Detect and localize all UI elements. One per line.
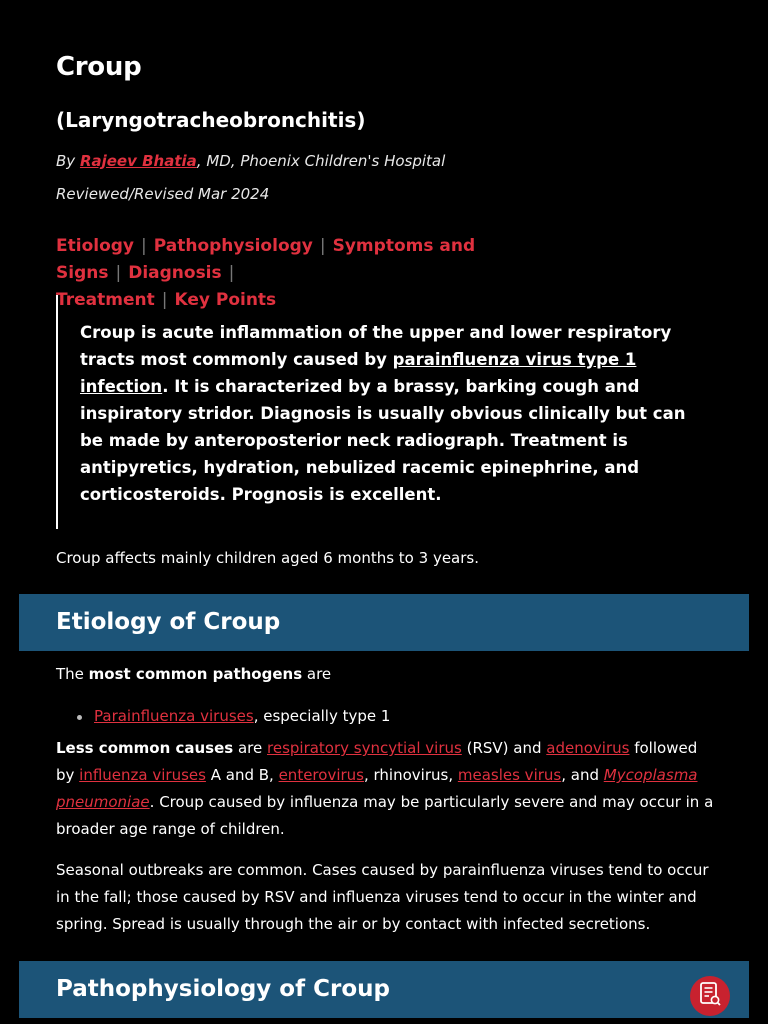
seasonal-paragraph: Seasonal outbreaks are common. Cases caused by parainfluenza viruses tend to occur in the fall; those caused by RSV and influenza viruses tend to occur in the winter and spring. Spread is usually through the air or by contact with infected secretions. (56, 861, 709, 933)
page-subtitle: (Laryngotracheobronchitis) (56, 108, 366, 132)
bullet-icon (77, 715, 82, 720)
link-measles-virus[interactable]: measles virus (457, 766, 562, 784)
link-influenza-viruses[interactable]: influenza viruses (79, 766, 206, 784)
text-span: , and (561, 766, 604, 784)
summary-blockquote (56, 295, 696, 529)
toc-link-diagnosis[interactable]: Diagnosis (128, 263, 222, 283)
bold-text: most common pathogens (88, 665, 303, 683)
link-enterovirus[interactable]: enterovirus (278, 766, 364, 784)
reviewed-date: Reviewed/Revised Mar 2024 (56, 185, 270, 203)
toc-separator: | (115, 263, 122, 283)
text-span: , rhinovirus, (363, 766, 458, 784)
text-span: . Croup caused by influenza may be particularly severe and may occur in a broader age range of children. (56, 793, 714, 838)
document-search-icon (698, 981, 722, 1011)
page-title: Croup (56, 52, 142, 82)
toc-separator: | (228, 263, 235, 283)
toc-link-etiology[interactable]: Etiology (56, 236, 135, 256)
toc-link-treatment[interactable]: Treatment (56, 290, 155, 310)
floating-action-button[interactable] (690, 976, 730, 1016)
text-span: , especially type 1 (253, 707, 391, 725)
byline (56, 152, 445, 170)
summary-text-1: Croup is acute inflammation of the upper and lower respiratory tracts most commonly caused by (80, 323, 672, 369)
toc-link-pathophysiology[interactable]: Pathophysiology (153, 236, 313, 256)
link-mycoplasma-pneumoniae[interactable]: Mycoplasma pneumoniae (56, 766, 698, 811)
text-span: The (56, 665, 89, 683)
author-link[interactable]: Rajeev Bhatia (79, 152, 197, 170)
toc-link-symptoms-and-signs[interactable]: Symptoms and Signs (56, 236, 476, 283)
link-rsv[interactable]: respiratory syncytial virus (267, 739, 462, 757)
author-affiliation: , MD, Phoenix Children's Hospital (196, 152, 446, 170)
toc-separator: | (161, 290, 168, 310)
list-item (94, 703, 390, 730)
summary-text-2: . It is characterized by a brassy, barking cough and inspiratory stridor. Diagnosis is usually obvious clinically but can be made by anteroposterior neck radiograph. Treatment is antipyretics, hydration, nebulized racemic epinephrine, and corticosteroids. Prognosis is excellent. (80, 377, 686, 504)
section-heading-etiology: Etiology of Croup (19, 594, 749, 651)
text-span: A and B, (205, 766, 279, 784)
less-common-paragraph (56, 735, 716, 843)
byline-prefix: By (56, 152, 80, 170)
toc-separator: | (141, 236, 147, 256)
most-common-paragraph (56, 661, 716, 688)
section-heading-pathophysiology: Pathophysiology of Croup (19, 961, 749, 1018)
toc-link-key-points[interactable]: Key Points (174, 290, 277, 310)
text-span: (RSV) and (461, 739, 547, 757)
toc-separator: | (319, 236, 326, 256)
link-adenovirus[interactable]: adenovirus (546, 739, 630, 757)
text-span: followed by (56, 739, 698, 784)
summary-link-parainfluenza[interactable]: parainfluenza virus type 1 infection (80, 350, 637, 396)
bold-text: Less common causes (56, 739, 234, 757)
text-span: are (302, 665, 332, 683)
intro-paragraph: Croup affects mainly children aged 6 months to 3 years. (56, 549, 479, 567)
pathogen-list (94, 703, 390, 730)
text-span: are (233, 739, 267, 757)
link-parainfluenza-viruses[interactable]: Parainfluenza viruses (94, 707, 254, 725)
